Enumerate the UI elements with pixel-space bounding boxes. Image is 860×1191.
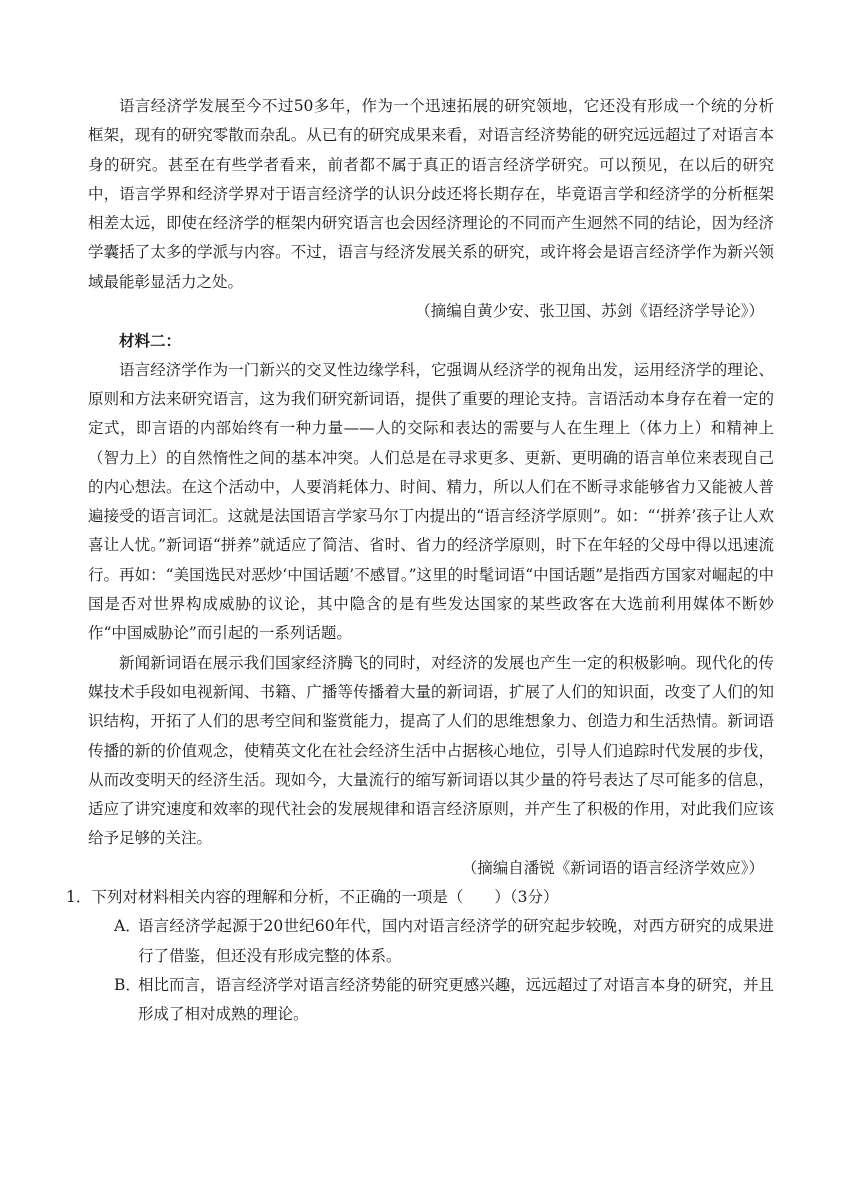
exam-page [66,92,774,1030]
question-1-option-b[interactable] [88,971,774,1030]
question-1-option-a[interactable] [88,912,774,971]
option-letter: B． [114,975,141,994]
question-1-stem: 1．下列对材料相关内容的理解和分析，不正确的一项是（ ）（3分） [66,888,559,907]
material-one-source: （摘编自黄少安、张卫国、苏剑《语经济学导论》） [415,302,764,321]
material-two-paragraph-1: 语言经济学作为一门新兴的交叉性边缘学科，它强调从经济学的视角出发，运用经济学的理论、原则和方法来研究语言，这为我们研究新词语，提供了重要的理论支持。言语活动本身存在着一定的定式，即言语的内部始终有一种力量——人的交际和表达的需要与人在生理上（体力上）和精神上（智力上）的自然惰性之间的基本冲突。人们总是在寻求更多、更新、更明确的语言单位来表现自己的内心想法。在这个活动中，人要消耗体力、时间、精力，所以人们在不断寻求能够省力又能被人普遍接受的语言词汇。这就是法国语言学家马尔丁内提出的“语言经济学原则”。如：“‘拼养’孩子让人欢喜让人忧。”新词语“拼养”就适应了简洁、省时、省力的经济学原则，时下在年轻的父母中得以迅速流行。再如：“美国选民对恶炒‘中国话题’不感冒。”这里的时髦词语“中国话题”是指西方国家对崛起的中国是否对世界构成威胁的议论，其中隐含的是有些发达国家的某些政客在大选前利用媒体不断妙作“中国威胁论”而引起的一系列话题。 [88,360,774,643]
option-letter: A． [114,917,141,936]
material-two-heading: 材料二： [119,331,182,351]
material-two-paragraph-2: 新闻新词语在展示我们国家经济腾飞的同时，对经济的发展也产生一定的积极影响。现代化的传媒技术手段如电视新闻、书籍、广播等传播着大量的新词语，扩展了人们的知识面，改变了人们的知识结构，开拓了人们的思考空间和鉴赏能力，提高了人们的思维想象力、创造力和生活热情。新词语传播的新的价值观念，使精英文化在社会经济生活中占据核心地位，引导人们追踪时代发展的步伐，从而改变明天的经济生活。现如今，大量流行的缩写新词语以其少量的符号表达了尽可能多的信息，适应了讲究速度和效率的现代社会的发展规律和语言经济原则，并产生了积极的作用，对此我们应该给予足够的关注。 [88,653,774,848]
option-text: 语言经济学起源于20世纪60年代，国内对语言经济学的研究起步较晚，对西方研究的成果进行了借鉴，但还没有形成完整的体系。 [138,917,774,965]
option-text: 相比而言，语言经济学对语言经济势能的研究更感兴趣，远远超过了对语言本身的研究，并且形成了相对成熟的理论。 [138,975,774,1024]
material-one-paragraph: 语言经济学发展至今不过50多年，作为一个迅速拓展的研究领地，它还没有形成一个统的分析框架，现有的研究零散而杂乱。从已有的研究成果来看，对语言经济势能的研究远远超过了对语言本身的研究。甚至在有些学者看来，前者都不属于真正的语言经济学研究。可以预见，在以后的研究中，语言学界和经济学界对于语言经济学的认识分歧还将长期存在，毕竟语言学和经济学的分析框架相差太远，即使在经济学的框架内研究语言也会因经济理论的不同而产生迥然不同的结论，因为经济学囊括了太多的学派与内容。不过，语言与经济发展关系的研究，或许将会是语言经济学作为新兴领域最能彰显活力之处。 [88,97,774,291]
material-two-source: （摘编自潘锐《新词语的语言经济学效应》） [461,858,764,877]
